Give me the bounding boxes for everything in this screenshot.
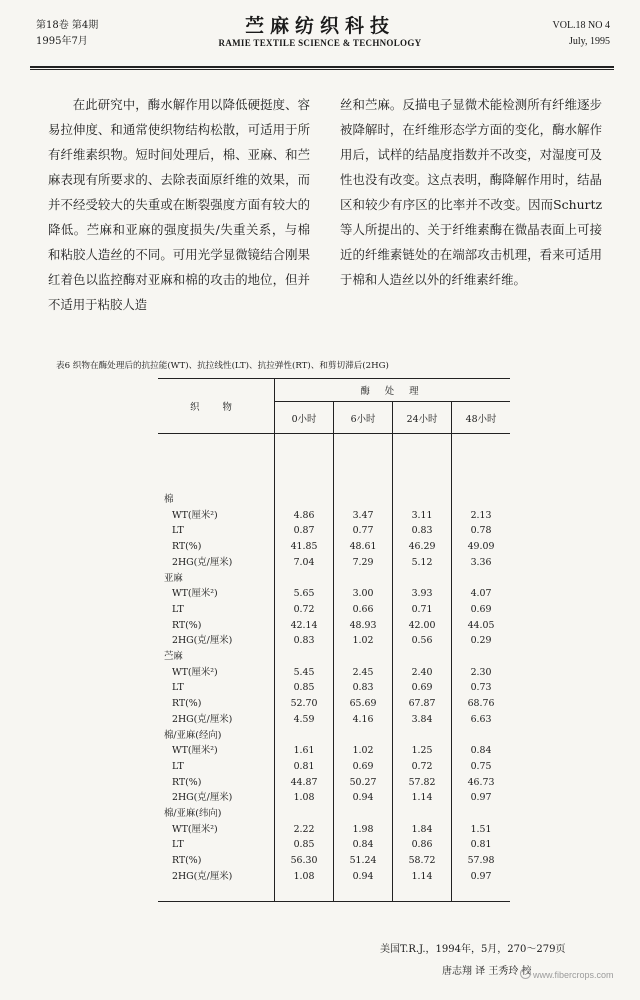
value-cell: 1.98 [334,822,393,838]
value-cell: 4.86 [275,508,334,524]
row-label: 2HG(克/厘米) [172,635,233,647]
value-cell: 3.84 [393,712,452,728]
empty-cell [158,885,275,902]
value-cell: 0.87 [275,523,334,539]
value-cell: 1.14 [393,790,452,806]
value-cell: 46.73 [452,775,511,791]
journal-title-en: RAMIE TEXTILE SCIENCE & TECHNOLOGY [218,38,422,48]
table-row [158,759,510,775]
row-label: WT(厘米²) [172,823,218,835]
value-cell: 2.22 [275,822,334,838]
empty-cell [452,885,511,902]
empty-cell [275,806,334,822]
empty-cell [393,649,452,665]
table-row [158,633,510,649]
empty-cell [334,728,393,744]
value-cell: 48.61 [334,539,393,555]
group-row [158,492,510,508]
value-cell: 1.84 [393,822,452,838]
empty-cell [275,492,334,508]
value-cell: 1.02 [334,633,393,649]
value-cell: 0.73 [452,680,511,696]
value-cell: 68.76 [452,696,511,712]
group-label: 棉/亚麻(经向) [164,729,222,741]
table-row [158,790,510,806]
value-cell: 58.72 [393,853,452,869]
value-cell: 2.45 [334,665,393,681]
table-row [158,775,510,791]
header-time: 24小时 [393,402,452,434]
date-cn: 1995年7月 [36,36,88,47]
row-label: WT(厘米²) [172,745,218,757]
value-cell: 0.81 [452,837,511,853]
table-row [158,743,510,759]
value-cell: 0.69 [452,602,511,618]
table-row [158,680,510,696]
value-cell: 1.25 [393,743,452,759]
row-label: LT [172,525,184,537]
empty-cell [275,728,334,744]
value-cell: 0.94 [334,790,393,806]
watermark-logo-icon [520,968,531,979]
value-cell: 44.87 [275,775,334,791]
value-cell: 1.61 [275,743,334,759]
row-label: 2HG(克/厘米) [172,792,233,804]
value-cell: 5.65 [275,586,334,602]
value-cell: 49.09 [452,539,511,555]
value-cell: 2.40 [393,665,452,681]
table-row [158,602,510,618]
value-cell: 0.75 [452,759,511,775]
value-cell: 3.36 [452,555,511,571]
value-cell: 57.82 [393,775,452,791]
source-citation: 美国T.R.J.，1994年，5月，270～279页 [380,944,566,955]
empty-cell [452,571,511,587]
volume-issue-cn: 第18卷 第4期 [36,20,99,31]
empty-cell [334,806,393,822]
row-label: WT(厘米²) [172,588,218,600]
value-cell: 0.85 [275,680,334,696]
volume-issue-en: VOL.18 NO 4 [552,20,610,31]
value-cell: 0.85 [275,837,334,853]
table-row [158,712,510,728]
empty-cell [275,571,334,587]
value-cell: 52.70 [275,696,334,712]
header-left [36,18,98,50]
empty-cell [452,806,511,822]
header-right [553,18,611,50]
empty-cell [334,492,393,508]
row-label: RT(%) [172,541,202,553]
empty-cell [452,649,511,665]
site-watermark [520,968,614,980]
value-cell: 4.07 [452,586,511,602]
group-label: 苎麻 [164,651,183,663]
row-label: 2HG(克/厘米) [172,870,233,882]
value-cell: 0.69 [334,759,393,775]
table-row [158,618,510,634]
journal-title-cn: 苎麻纺织科技 [244,15,395,37]
paragraph-left: 在此研究中，酶水解作用以降低硬挺度、容易拉伸度、和通常使织物结构松散，可适用于所有纤维素织物。短时间处理后，棉、亚麻、和苎麻表现有所要求的、去除表面原纤维的效果，而并不经受较大的失重或在断裂强度方面有较大的降低。苎麻和亚麻的强度损失/失重关系，与棉和粘胶人造丝的不同。可用光学显微镜结合刚果红着色以监控酶对亚麻和棉的攻击的地位，但并不适用于粘胶人造 [48,97,310,312]
table-row [158,837,510,853]
row-label: RT(%) [172,698,202,710]
header-enzyme-treatment: 酶 处 理 [275,379,511,402]
value-cell: 46.29 [393,539,452,555]
group-row [158,728,510,744]
table-row [158,696,510,712]
row-label: RT(%) [172,855,202,867]
value-cell: 0.83 [393,523,452,539]
header-rule-thick [30,66,614,68]
empty-cell [275,885,334,902]
watermark-text: www.fibercrops.com [533,970,614,980]
empty-cell [393,492,452,508]
table-row [158,665,510,681]
value-cell: 3.11 [393,508,452,524]
value-cell: 7.29 [334,555,393,571]
group-row [158,649,510,665]
empty-cell [452,728,511,744]
value-cell: 0.71 [393,602,452,618]
row-label: WT(厘米²) [172,666,218,678]
table-row [158,555,510,571]
page-header [0,14,640,64]
header-time: 48小时 [452,402,511,434]
value-cell: 1.14 [393,869,452,885]
value-cell: 0.84 [452,743,511,759]
table-row [158,869,510,885]
table-end-row [158,885,510,902]
empty-cell [334,885,393,902]
value-cell: 0.94 [334,869,393,885]
group-row [158,806,510,822]
value-cell: 0.78 [452,523,511,539]
row-label: WT(厘米²) [172,509,218,521]
table-row [158,822,510,838]
value-cell: 0.83 [275,633,334,649]
empty-cell [334,571,393,587]
table-row [158,586,510,602]
value-cell: 1.51 [452,822,511,838]
value-cell: 42.00 [393,618,452,634]
row-label: RT(%) [172,619,202,631]
value-cell: 0.84 [334,837,393,853]
empty-cell [393,806,452,822]
group-row [158,571,510,587]
empty-cell [334,649,393,665]
value-cell: 0.72 [393,759,452,775]
value-cell: 65.69 [334,696,393,712]
value-cell: 7.04 [275,555,334,571]
header-time: 6小时 [334,402,393,434]
value-cell: 41.85 [275,539,334,555]
paragraph-right: 丝和苎麻。反描电子显微术能检测所有纤维逐步被降解时，在纤维形态学方面的变化，酶水解作用后，试样的结晶度指数并不改变，对湿度可及性也没有改变。这点表明，酶降解作用时，结晶区和较少有序区的比率并不改变。因而Schurtz等人所提出的、关于纤维素酶在微晶表面上可接近的纤维素链处的在端部攻击机理，看来可适用于棉和人造丝以外的纤维素纤维。 [340,97,602,287]
group-label: 棉/亚麻(纬向) [164,808,222,820]
value-cell: 0.56 [393,633,452,649]
row-label: LT [172,603,184,615]
table-row [158,508,510,524]
value-cell: 48.93 [334,618,393,634]
group-label: 棉 [164,494,174,505]
value-cell: 0.77 [334,523,393,539]
row-label: LT [172,839,184,851]
value-cell: 56.30 [275,853,334,869]
value-cell: 5.12 [393,555,452,571]
value-cell: 1.08 [275,869,334,885]
value-cell: 3.47 [334,508,393,524]
date-en: July, 1995 [568,36,610,47]
value-cell: 44.05 [452,618,511,634]
empty-cell [393,728,452,744]
value-cell: 0.66 [334,602,393,618]
table-row [158,539,510,555]
row-label: RT(%) [172,776,202,788]
value-cell: 0.72 [275,602,334,618]
value-cell: 1.08 [275,790,334,806]
value-cell: 42.14 [275,618,334,634]
value-cell: 5.45 [275,665,334,681]
row-label: 2HG(克/厘米) [172,556,233,568]
header-time: 0小时 [275,402,334,434]
value-cell: 0.81 [275,759,334,775]
value-cell: 50.27 [334,775,393,791]
empty-cell [452,492,511,508]
value-cell: 6.63 [452,712,511,728]
value-cell: 57.98 [452,853,511,869]
value-cell: 3.00 [334,586,393,602]
empty-cell [393,885,452,902]
translator-credit: 唐志翔 译 王秀玲 校 [442,966,532,977]
row-label: LT [172,760,184,772]
header-fabric: 织 物 [158,379,275,434]
table-caption: 表6 织物在酶处理后的抗拉能(WT)、抗拉线性(LT)、抗拉弹性(RT)、和剪切滞后(2HG) [56,361,389,371]
value-cell: 0.83 [334,680,393,696]
value-cell: 0.69 [393,680,452,696]
empty-cell [393,571,452,587]
right-column [340,92,602,292]
table-row [158,853,510,869]
value-cell: 3.93 [393,586,452,602]
value-cell: 0.97 [452,869,511,885]
table-row [158,523,510,539]
row-label: 2HG(克/厘米) [172,713,233,725]
header-center [170,14,470,48]
left-column [48,92,310,317]
value-cell: 0.86 [393,837,452,853]
results-table [158,378,510,902]
value-cell: 2.13 [452,508,511,524]
value-cell: 51.24 [334,853,393,869]
value-cell: 0.97 [452,790,511,806]
header-rule-thin [30,69,614,70]
value-cell: 1.02 [334,743,393,759]
empty-cell [275,649,334,665]
value-cell: 67.87 [393,696,452,712]
group-label: 亚麻 [164,572,183,584]
value-cell: 4.16 [334,712,393,728]
row-label: LT [172,682,184,694]
value-cell: 0.29 [452,633,511,649]
value-cell: 4.59 [275,712,334,728]
value-cell: 2.30 [452,665,511,681]
